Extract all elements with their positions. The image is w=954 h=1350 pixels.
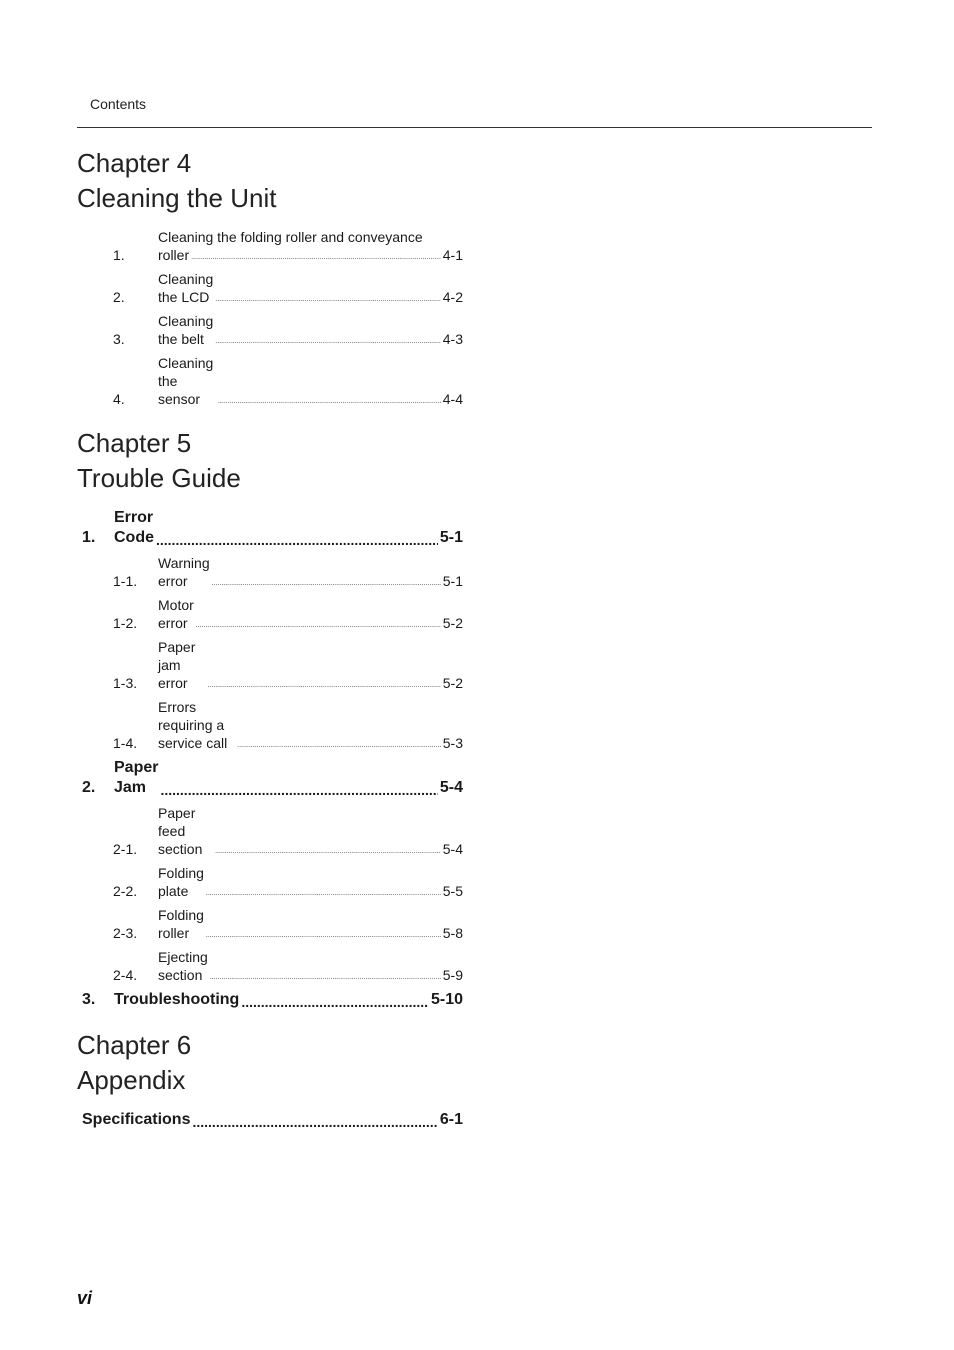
section-number: 3. xyxy=(82,991,96,1008)
entry-label: Folding plate xyxy=(158,865,204,899)
chapter-5 xyxy=(77,426,463,1010)
dot-leader xyxy=(192,1114,437,1130)
table-of-contents xyxy=(77,146,463,1136)
chapter-4 xyxy=(77,146,463,408)
entry-label: Ejecting section xyxy=(158,949,208,983)
entry-label: Errors requiring a service call xyxy=(158,699,228,751)
entry-number: 3. xyxy=(113,331,125,347)
section-label: Error Code xyxy=(114,509,154,546)
toc-section-entry[interactable] xyxy=(77,990,463,1010)
chapter-title xyxy=(77,1028,463,1098)
entry-page: 5-2 xyxy=(442,615,463,631)
entry-page: 5-8 xyxy=(442,925,463,941)
dot-leader xyxy=(210,972,441,984)
dot-leader xyxy=(160,782,437,798)
entry-page: 4-4 xyxy=(442,391,463,407)
entry-page: 5-1 xyxy=(442,573,463,589)
toc-entry[interactable] xyxy=(77,638,463,692)
entry-number: 2-4. xyxy=(113,967,138,983)
chapter-title xyxy=(77,146,463,216)
entry-label: Folding roller xyxy=(158,907,204,941)
toc-entry[interactable] xyxy=(77,596,463,632)
toc-section-entry[interactable] xyxy=(77,758,463,798)
section-page: 6-1 xyxy=(439,1111,463,1128)
entry-number: 2-3. xyxy=(113,925,138,941)
entry-page: 4-3 xyxy=(442,331,463,347)
dot-leader xyxy=(215,294,441,306)
running-header: Contents xyxy=(90,96,147,112)
entry-page: 4-2 xyxy=(442,289,463,305)
chapter-number: Chapter 6 xyxy=(77,1030,192,1060)
toc-entry[interactable] xyxy=(77,554,463,590)
entry-number: 2-1. xyxy=(113,841,138,857)
entry-label-continued: roller xyxy=(158,247,190,263)
entry-label: Warning error xyxy=(158,555,210,589)
section-page: 5-4 xyxy=(439,779,463,796)
chapter-number: Chapter 4 xyxy=(77,148,192,178)
header-divider xyxy=(77,127,872,128)
entry-number: 4. xyxy=(113,391,125,407)
entry-page: 5-3 xyxy=(442,735,463,751)
section-number: 1. xyxy=(82,529,96,546)
dot-leader xyxy=(241,994,429,1010)
entry-label: Paper feed section xyxy=(158,805,203,857)
toc-entry[interactable] xyxy=(77,354,463,408)
entry-page: 5-5 xyxy=(442,883,463,899)
section-number: 2. xyxy=(82,779,96,796)
toc-section-entry[interactable] xyxy=(77,508,463,548)
toc-entry[interactable] xyxy=(77,228,463,264)
entry-number: 1. xyxy=(113,247,125,263)
chapter-title xyxy=(77,426,463,496)
entry-page: 5-2 xyxy=(442,675,463,691)
dot-leader xyxy=(207,680,440,692)
section-label: Paper Jam xyxy=(114,759,159,796)
chapter-name: Appendix xyxy=(77,1065,186,1095)
dot-leader xyxy=(206,930,441,942)
dot-leader xyxy=(191,252,441,264)
page-number: vi xyxy=(77,1288,93,1308)
entry-label: Motor error xyxy=(158,597,194,631)
toc-entry[interactable] xyxy=(77,312,463,348)
entry-label: Cleaning the LCD xyxy=(158,271,214,305)
entry-page: 4-1 xyxy=(442,247,463,263)
chapter-6 xyxy=(77,1028,463,1130)
toc-entry[interactable] xyxy=(77,804,463,858)
entry-number: 2-2. xyxy=(113,883,138,899)
toc-entry[interactable] xyxy=(77,864,463,900)
entry-number: 1-4. xyxy=(113,735,138,751)
toc-entry[interactable] xyxy=(77,948,463,984)
toc-entry[interactable] xyxy=(77,270,463,306)
dot-leader xyxy=(215,846,441,858)
section-page: 5-1 xyxy=(439,529,463,546)
toc-section-entry[interactable] xyxy=(77,1110,463,1130)
toc-entry[interactable] xyxy=(77,906,463,942)
toc-entry[interactable] xyxy=(77,698,463,752)
chapter-number: Chapter 5 xyxy=(77,428,192,458)
dot-leader xyxy=(237,740,441,752)
dot-leader xyxy=(215,336,441,348)
dot-leader xyxy=(206,888,441,900)
section-page: 5-10 xyxy=(430,991,463,1008)
entry-label: Cleaning the folding roller and conveyance xyxy=(158,229,423,245)
entry-number: 1-3. xyxy=(113,675,138,691)
dot-leader xyxy=(212,578,441,590)
entry-label: Paper jam error xyxy=(158,639,196,691)
entry-number: 2. xyxy=(113,289,125,305)
section-label: Specifications xyxy=(82,1111,191,1128)
section-label: Troubleshooting xyxy=(114,991,240,1008)
dot-leader xyxy=(218,396,441,408)
dot-leader xyxy=(196,620,441,632)
dot-leader xyxy=(156,532,438,548)
entry-label: Cleaning the belt xyxy=(158,313,214,347)
entry-label: Cleaning the sensor xyxy=(158,355,214,407)
chapter-name: Cleaning the Unit xyxy=(77,183,277,213)
entry-page: 5-4 xyxy=(442,841,463,857)
chapter-name: Trouble Guide xyxy=(77,463,241,493)
entry-number: 1-1. xyxy=(113,573,138,589)
entry-page: 5-9 xyxy=(442,967,463,983)
entry-number: 1-2. xyxy=(113,615,138,631)
